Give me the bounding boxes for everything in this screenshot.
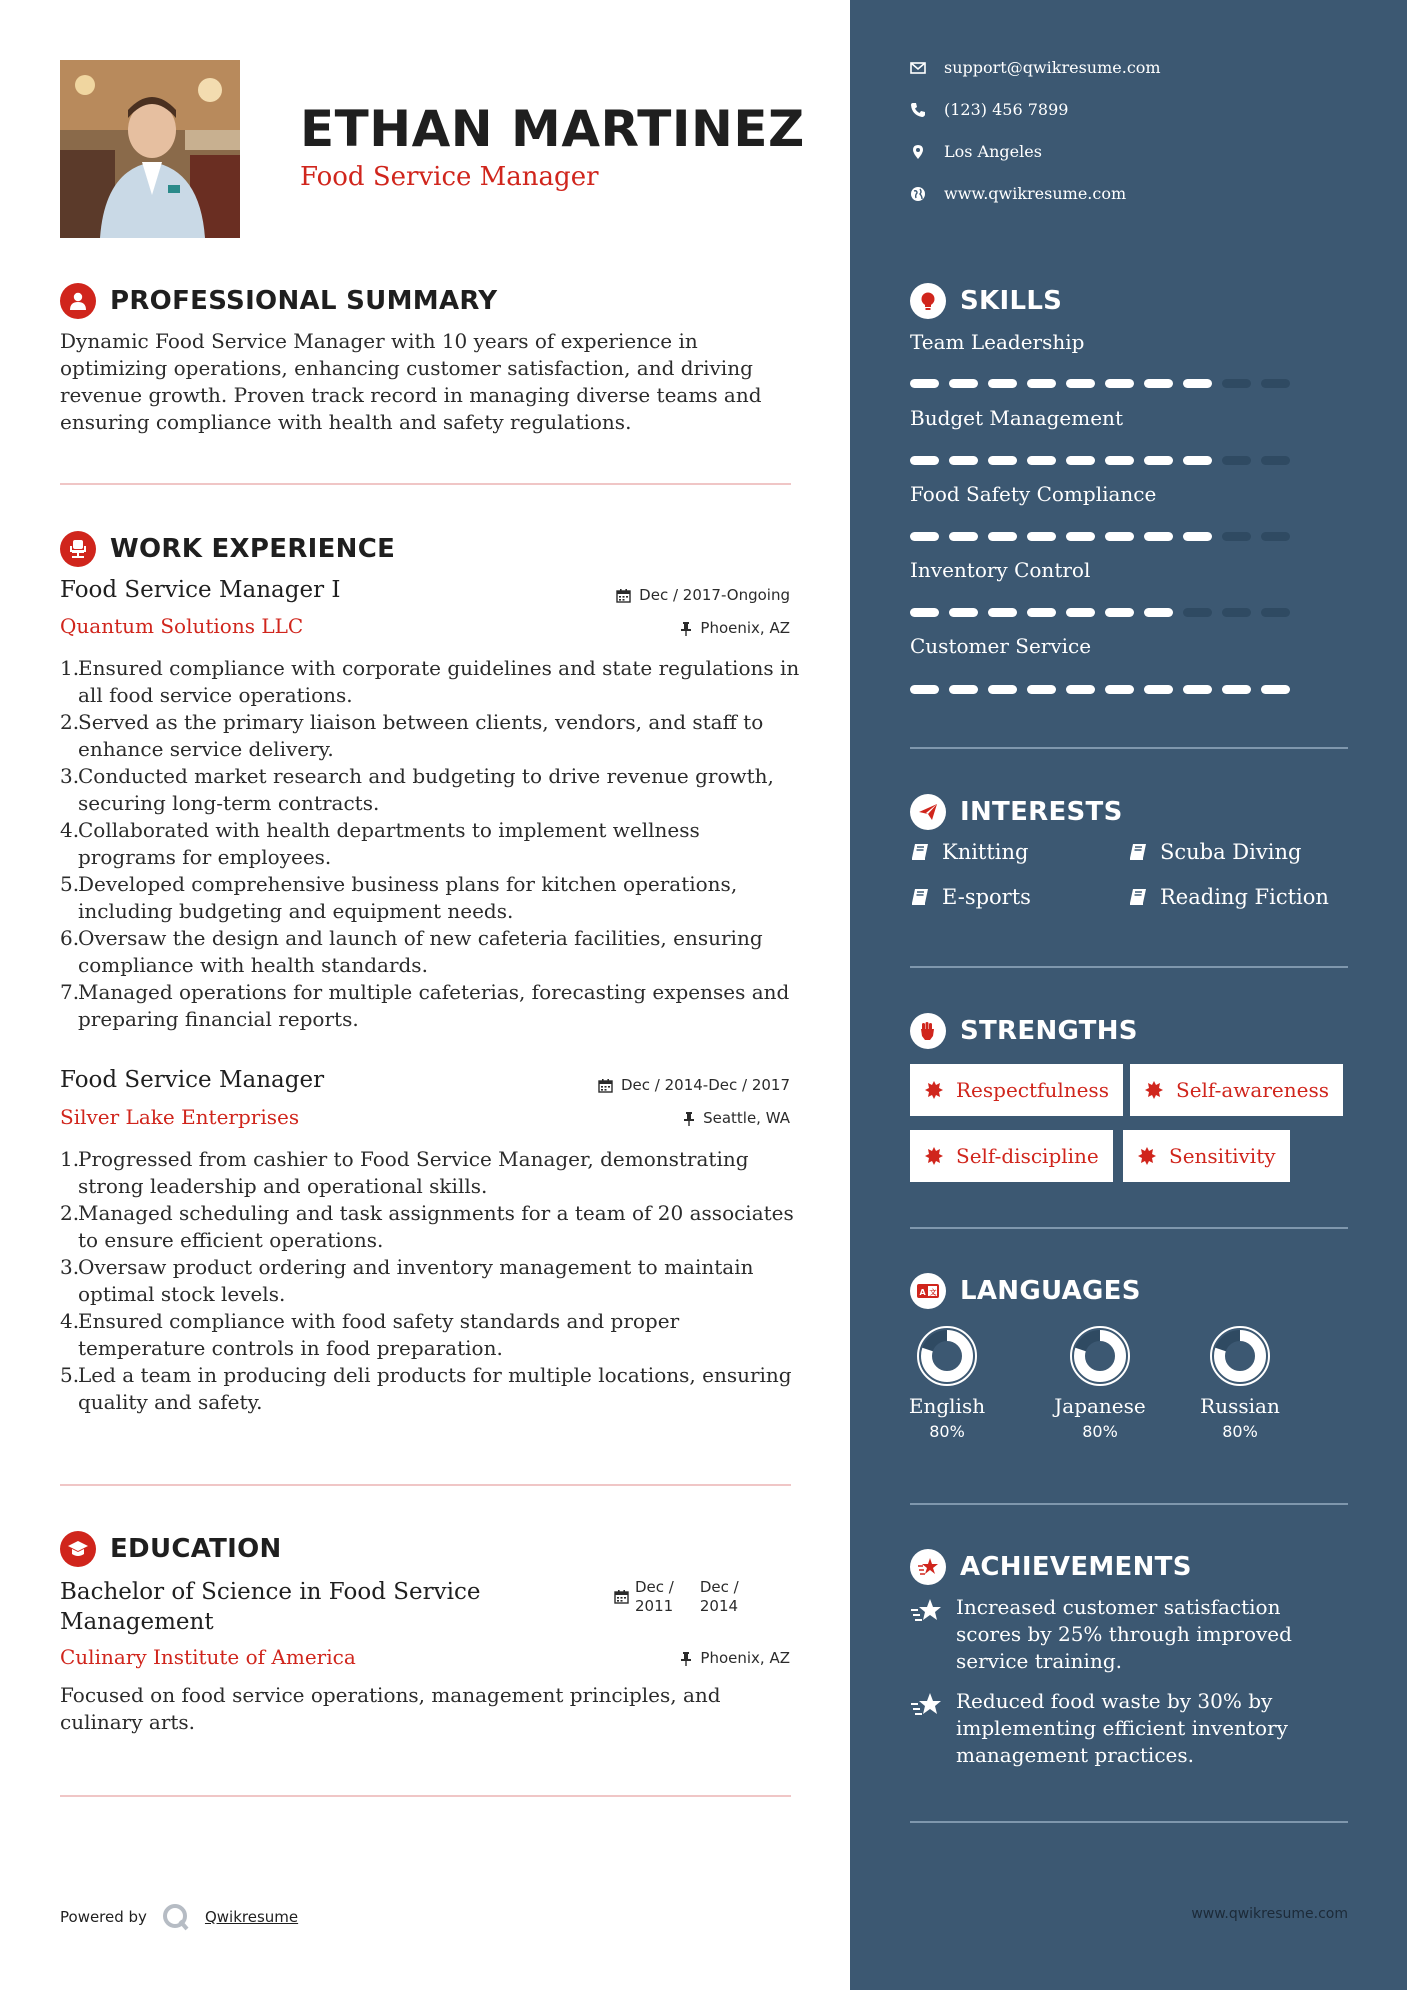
achievement-text: Reduced food waste by 30% by implementing efficient inventory management practices.: [956, 1689, 1288, 1767]
skill-dash-filled: [1066, 608, 1095, 617]
list-item: Ensured compliance with food safety standards and proper temperature controls in food preparation.: [78, 1309, 680, 1360]
language-item: [892, 1324, 1002, 1441]
skill-dash-filled: [1027, 379, 1056, 388]
education-heading: [60, 1531, 282, 1567]
strength-label: Sensitivity: [1169, 1144, 1276, 1168]
skill-dash-filled: [1144, 532, 1173, 541]
list-item: Managed operations for multiple cafeterias, forecasting expenses and preparing financial reports.: [78, 980, 790, 1031]
language-item: [1185, 1324, 1295, 1441]
skill-name: Budget Management: [910, 406, 1123, 430]
list-item: Led a team in producing deli products for multiple locations, ensuring quality and safety.: [78, 1363, 792, 1414]
skill-dash-filled: [1144, 456, 1173, 465]
skill-dash-filled: [988, 379, 1017, 388]
interest-label: Scuba Diving: [1160, 840, 1302, 864]
strength-tag: [1123, 1130, 1290, 1182]
job-location-text: Seattle, WA: [703, 1109, 790, 1127]
degree-line: Management: [60, 1609, 214, 1635]
achievement-item: [910, 1594, 1350, 1675]
book-icon: [910, 842, 930, 862]
list-item: Progressed from cashier to Food Service Manager, demonstrating strong leadership and operational skills.: [78, 1147, 749, 1198]
language-percent: 80%: [1222, 1422, 1258, 1441]
phone-icon: [910, 102, 926, 118]
skill-dash-filled: [1222, 685, 1251, 694]
skill-rating: [910, 456, 1290, 465]
strengths-heading: [910, 1013, 1138, 1049]
svg-text:A: A: [919, 1288, 926, 1297]
divider: [910, 966, 1348, 968]
strength-tag: [1130, 1064, 1343, 1116]
footer-website[interactable]: www.qwikresume.com: [1191, 1906, 1348, 1922]
skill-dash-filled: [988, 608, 1017, 617]
languages-title: LANGUAGES: [960, 1276, 1141, 1306]
skill-dash-filled: [949, 379, 978, 388]
skill-dash-filled: [988, 532, 1017, 541]
education-location-text: Phoenix, AZ: [700, 1649, 790, 1667]
start-year: 2011: [635, 1597, 674, 1615]
skill-dash-filled: [1144, 608, 1173, 617]
skill-dash-empty: [1261, 608, 1290, 617]
divider: [910, 1821, 1348, 1823]
phone-text: (123) 456 7899: [944, 100, 1069, 119]
svg-text:文: 文: [929, 1288, 937, 1297]
badge-icon: [1144, 1080, 1164, 1100]
book-icon: [1128, 842, 1148, 862]
degree-line: Bachelor of Science in Food Service: [60, 1579, 481, 1605]
globe-icon: [910, 186, 926, 202]
divider: [910, 1503, 1348, 1505]
end-month: Dec /: [699, 1578, 739, 1596]
language-level-donut: [1208, 1324, 1272, 1388]
skill-dash-filled: [1066, 379, 1095, 388]
languages-heading: [910, 1273, 1141, 1309]
achievements-title: ACHIEVEMENTS: [960, 1552, 1192, 1582]
pushpin-icon: [680, 1651, 692, 1666]
email-text: support@qwikresume.com: [944, 58, 1161, 77]
contact-website[interactable]: [910, 184, 1126, 203]
contact-email[interactable]: [910, 58, 1161, 77]
badge-icon: [924, 1080, 944, 1100]
interest-item: [1128, 885, 1329, 909]
skill-dash-empty: [1222, 379, 1251, 388]
skill-dash-filled: [1105, 608, 1134, 617]
pushpin-icon: [683, 1111, 695, 1126]
divider: [60, 1795, 791, 1797]
skill-dash-empty: [1222, 608, 1251, 617]
strengths-title: STRENGTHS: [960, 1016, 1138, 1046]
skill-dash-filled: [1105, 532, 1134, 541]
skill-dash-filled: [949, 532, 978, 541]
calendar-icon: [614, 1589, 629, 1604]
summary-text: Dynamic Food Service Manager with 10 years of experience in optimizing operations, enhancing customer satisfaction, and driving revenue growth. Proven track record in managing diverse teams and ensuring compliance with health and safety regulations.: [60, 329, 762, 434]
divider: [60, 483, 791, 485]
office-chair-icon: [60, 531, 96, 567]
interest-label: E-sports: [942, 885, 1031, 909]
achievement-text: Increased customer satisfaction scores by 25% through improved service training.: [956, 1595, 1292, 1673]
job-location: [680, 619, 790, 637]
interests-heading: [910, 794, 1123, 830]
skill-dash-filled: [988, 456, 1017, 465]
interest-item: [910, 885, 1031, 909]
degree-title: [60, 1577, 490, 1637]
education-description: Focused on food service operations, management principles, and culinary arts.: [60, 1683, 721, 1734]
powered-by-footer: [60, 1902, 298, 1932]
list-item: Ensured compliance with corporate guidelines and state regulations in all food service operations.: [78, 656, 800, 707]
job-location-text: Phoenix, AZ: [700, 619, 790, 637]
qwikresume-link[interactable]: Qwikresume: [204, 1908, 299, 1926]
achievements-heading: [910, 1549, 1192, 1585]
paper-plane-icon: [910, 794, 946, 830]
badge-icon: [1137, 1146, 1157, 1166]
job-dates: [616, 586, 790, 604]
skill-dash-filled: [1027, 608, 1056, 617]
qwikresume-logo-icon: [161, 1902, 191, 1932]
list-item: Served as the primary liaison between clients, vendors, and staff to enhance service delivery.: [78, 710, 764, 761]
job-dates-text: Dec / 2017-Ongoing: [639, 586, 790, 604]
interests-title: INTERESTS: [960, 797, 1123, 827]
education-location: [680, 1649, 790, 1667]
skill-dash-filled: [1105, 379, 1134, 388]
skills-heading: [910, 283, 1062, 319]
shooting-star-icon: [910, 1598, 942, 1624]
map-marker-icon: [910, 144, 926, 160]
graduation-cap-icon: [60, 1531, 96, 1567]
skill-dash-filled: [910, 532, 939, 541]
education-start: [635, 1578, 674, 1616]
skill-dash-filled: [1066, 456, 1095, 465]
lightbulb-icon: [910, 283, 946, 319]
list-item: Developed comprehensive business plans for kitchen operations, including budgeting and equipment needs.: [78, 872, 738, 923]
skill-name: Food Safety Compliance: [910, 482, 1157, 506]
interest-label: Reading Fiction: [1160, 885, 1329, 909]
language-level-donut: [1068, 1324, 1132, 1388]
divider: [910, 1227, 1348, 1229]
list-item: Oversaw product ordering and inventory management to maintain optimal stock levels.: [78, 1255, 754, 1306]
pushpin-icon: [680, 621, 692, 636]
summary-title: PROFESSIONAL SUMMARY: [110, 286, 498, 316]
skill-dash-filled: [1066, 685, 1095, 694]
skill-dash-filled: [1144, 685, 1173, 694]
skill-dash-filled: [949, 608, 978, 617]
language-percent: 80%: [929, 1422, 965, 1441]
interest-item: [910, 840, 1029, 864]
skill-dash-filled: [1027, 456, 1056, 465]
skill-dash-filled: [988, 685, 1017, 694]
language-item: [1045, 1324, 1155, 1441]
skill-rating: [910, 532, 1290, 541]
language-percent: 80%: [1082, 1422, 1118, 1441]
language-level-donut: [915, 1324, 979, 1388]
skill-dash-filled: [1105, 456, 1134, 465]
achievement-item: [910, 1688, 1350, 1769]
skill-dash-filled: [949, 685, 978, 694]
user-icon: [60, 283, 96, 319]
skill-dash-filled: [1183, 532, 1212, 541]
location-text: Los Angeles: [944, 142, 1042, 161]
job-duties-list: [60, 1146, 800, 1416]
job-title: Food Service Manager I: [60, 577, 341, 603]
end-year: 2014: [699, 1597, 739, 1615]
calendar-icon: [616, 588, 631, 603]
strength-label: Respectfulness: [956, 1078, 1109, 1102]
skill-dash-empty: [1183, 608, 1212, 617]
strength-tag: [910, 1130, 1113, 1182]
raised-fist-icon: [910, 1013, 946, 1049]
skill-dash-filled: [1027, 685, 1056, 694]
job-company: Silver Lake Enterprises: [60, 1105, 300, 1129]
job-duties-list: [60, 655, 800, 1033]
skill-rating: [910, 685, 1290, 694]
badge-icon: [924, 1146, 944, 1166]
job-dates: [598, 1076, 790, 1094]
strength-label: Self-discipline: [956, 1144, 1099, 1168]
experience-heading: [60, 531, 395, 567]
language-name: English: [908, 1394, 986, 1418]
contact-phone[interactable]: [910, 100, 1068, 119]
skill-name: Team Leadership: [910, 330, 1085, 354]
skill-dash-filled: [1183, 685, 1212, 694]
job-company: Quantum Solutions LLC: [60, 614, 304, 638]
divider: [60, 1484, 791, 1486]
experience-title: WORK EXPERIENCE: [110, 534, 396, 564]
skill-dash-filled: [1027, 532, 1056, 541]
interest-label: Knitting: [942, 840, 1029, 864]
envelope-icon: [910, 62, 926, 74]
divider: [910, 747, 1348, 749]
interest-item: [1128, 840, 1301, 864]
skill-dash-empty: [1261, 532, 1290, 541]
shooting-star-icon: [910, 1692, 942, 1718]
candidate-name: ETHAN MARTINEZ: [300, 100, 805, 158]
website-text: www.qwikresume.com: [944, 184, 1127, 203]
skill-dash-filled: [1261, 685, 1290, 694]
book-icon: [910, 887, 930, 907]
contact-location: [910, 142, 1042, 161]
powered-by-label: Powered by: [60, 1908, 147, 1926]
skill-dash-filled: [910, 685, 939, 694]
summary-heading: [60, 283, 497, 319]
education-end: [700, 1578, 739, 1616]
education-title: EDUCATION: [110, 1534, 282, 1564]
translate-icon: [910, 1273, 946, 1309]
strength-label: Self-awareness: [1176, 1078, 1329, 1102]
skill-dash-filled: [1183, 456, 1212, 465]
skill-dash-empty: [1222, 456, 1251, 465]
shooting-star-icon: [910, 1549, 946, 1585]
skill-dash-filled: [910, 379, 939, 388]
skill-dash-filled: [1066, 532, 1095, 541]
job-location: [683, 1109, 790, 1127]
skill-dash-filled: [1105, 685, 1134, 694]
book-icon: [1128, 887, 1148, 907]
strength-tag: [910, 1064, 1123, 1116]
language-name: Japanese: [1054, 1394, 1146, 1418]
skills-title: SKILLS: [960, 286, 1063, 316]
list-item: Managed scheduling and task assignments for a team of 20 associates to ensure efficient operations.: [78, 1201, 794, 1252]
start-month: Dec /: [635, 1578, 674, 1596]
skill-dash-filled: [910, 456, 939, 465]
skill-dash-filled: [1183, 379, 1212, 388]
job-title: Food Service Manager: [60, 1067, 325, 1093]
skill-name: Customer Service: [910, 634, 1092, 658]
skill-name: Inventory Control: [910, 558, 1091, 582]
skill-dash-empty: [1261, 379, 1290, 388]
job-dates-text: Dec / 2014-Dec / 2017: [621, 1076, 790, 1094]
profile-photo: [60, 60, 240, 238]
language-name: Russian: [1200, 1394, 1280, 1418]
candidate-title: Food Service Manager: [300, 162, 599, 192]
calendar-icon: [598, 1078, 613, 1093]
list-item: Conducted market research and budgeting to drive revenue growth, securing long-term contracts.: [78, 764, 774, 815]
skill-dash-filled: [910, 608, 939, 617]
education-dates: [614, 1578, 739, 1616]
skill-dash-filled: [1144, 379, 1173, 388]
skill-rating: [910, 608, 1290, 617]
list-item: Oversaw the design and launch of new cafeteria facilities, ensuring compliance with health standards.: [78, 926, 763, 977]
skill-rating: [910, 379, 1290, 388]
list-item: Collaborated with health departments to implement wellness programs for employees.: [78, 818, 700, 869]
skill-dash-empty: [1222, 532, 1251, 541]
skill-dash-filled: [949, 456, 978, 465]
school-name: Culinary Institute of America: [60, 1645, 356, 1669]
skill-dash-empty: [1261, 456, 1290, 465]
